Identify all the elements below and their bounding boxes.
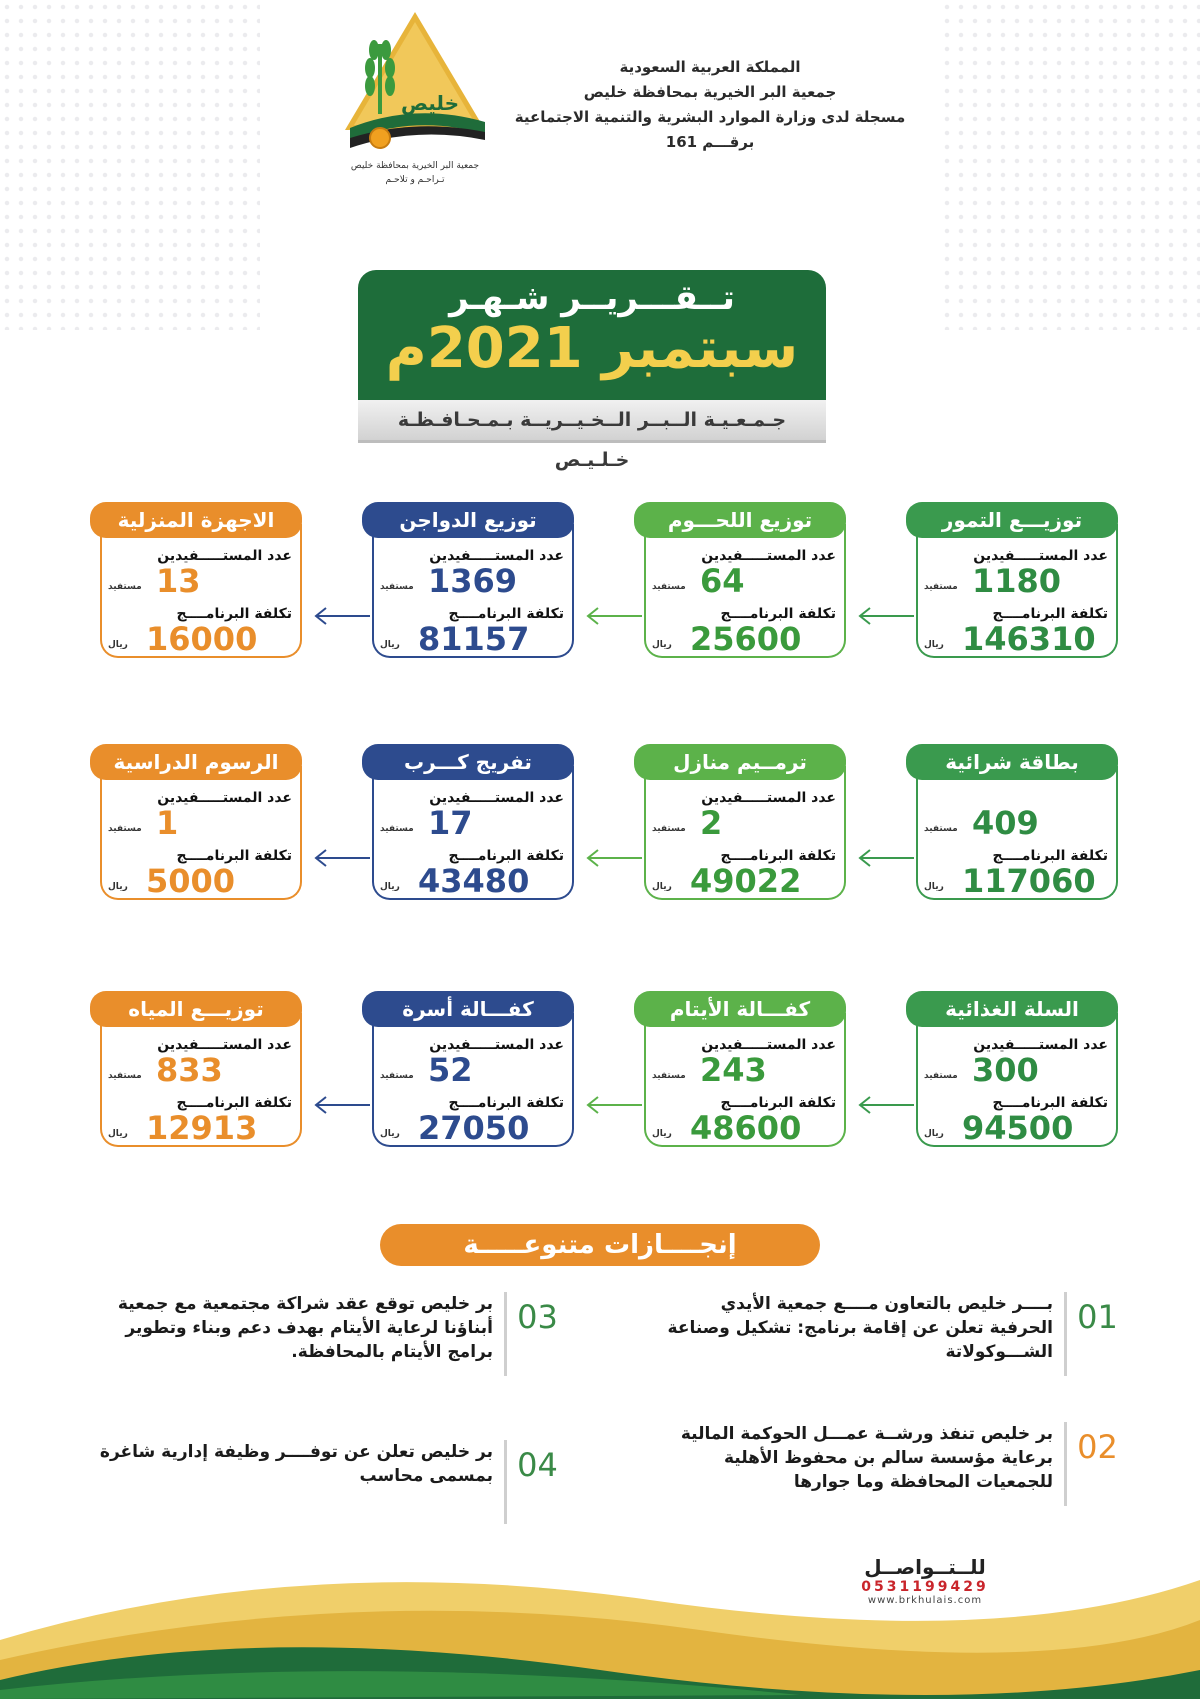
- program-card: [634, 744, 846, 899]
- charity-logo: [340, 10, 490, 190]
- cost-label: تكلفة البرنامــــج: [720, 1095, 836, 1111]
- program-title: كفـــالة الأيتام: [634, 991, 846, 1027]
- country-line: المملكة العربية السعودية: [619, 58, 801, 76]
- contact-website[interactable]: www.brkhulais.com: [867, 1595, 983, 1606]
- report-banner: [358, 270, 826, 471]
- currency-unit: ريال: [924, 882, 944, 892]
- logo-caption: جمعية البر الخيرية بمحافظة خليص: [350, 161, 480, 171]
- organization-info: [490, 55, 930, 155]
- cost-label: تكلفة البرنامــــج: [992, 606, 1108, 622]
- achievement-item: [635, 1292, 1125, 1382]
- beneficiaries-label: عدد المستـــــفيدين: [973, 1037, 1108, 1053]
- achievement-text: بر خليص تعلن عن توفــــر وظيفة إدارية شاغرة بمسمى محاسب: [99, 1442, 493, 1486]
- flow-arrow-icon: [312, 606, 372, 626]
- program-cost: 146310: [962, 620, 1096, 658]
- program-title: توزيـــع المياه: [90, 991, 302, 1027]
- achievement-divider: [1064, 1422, 1067, 1506]
- program-title: توزيـــع التمور: [906, 502, 1118, 538]
- program-title: توزيع اللحـــوم: [634, 502, 846, 538]
- program-title: السلة الغذائية: [906, 991, 1118, 1027]
- beneficiaries-count: 64: [700, 562, 745, 600]
- currency-unit: ريال: [108, 882, 128, 892]
- program-card: [906, 991, 1118, 1146]
- program-cost: 25600: [690, 620, 802, 658]
- beneficiaries-count: 1180: [972, 562, 1062, 600]
- currency-unit: ريال: [924, 1129, 944, 1139]
- beneficiaries-label: عدد المستـــــفيدين: [157, 1037, 292, 1053]
- beneficiaries-count: 52: [428, 1051, 473, 1089]
- beneficiaries-count: 13: [156, 562, 201, 600]
- flow-arrow-icon: [584, 848, 644, 868]
- cost-label: تكلفة البرنامــــج: [176, 606, 292, 622]
- beneficiaries-label: عدد المستـــــفيدين: [701, 1037, 836, 1053]
- beneficiary-unit: مستفيد: [108, 582, 142, 592]
- program-card: [90, 502, 302, 657]
- program-card: [634, 991, 846, 1146]
- registration-number: برقـــم 161: [665, 133, 755, 151]
- beneficiaries-count: 833: [156, 1051, 223, 1089]
- program-card: [906, 744, 1118, 899]
- program-title: الرسوم الدراسية: [90, 744, 302, 780]
- beneficiaries-label: عدد المستـــــفيدين: [157, 790, 292, 806]
- flow-arrow-icon: [312, 1095, 372, 1115]
- currency-unit: ريال: [108, 1129, 128, 1139]
- achievement-divider: [504, 1292, 507, 1376]
- currency-unit: ريال: [652, 882, 672, 892]
- currency-unit: ريال: [380, 640, 400, 650]
- report-label: تــقـــريــر شـهـر: [449, 278, 735, 318]
- beneficiary-unit: مستفيد: [924, 1071, 958, 1081]
- program-title: كفـــالة أسرة: [362, 991, 574, 1027]
- cost-label: تكلفة البرنامــــج: [720, 606, 836, 622]
- currency-unit: ريال: [652, 1129, 672, 1139]
- beneficiary-unit: مستفيد: [380, 1071, 414, 1081]
- report-month: سبتمبر 2021م: [385, 316, 799, 381]
- cost-label: تكلفة البرنامــــج: [992, 1095, 1108, 1111]
- contact-phone[interactable]: 0531199429: [861, 1579, 989, 1595]
- banner-green-panel: [358, 270, 826, 400]
- program-cost: 49022: [690, 862, 802, 900]
- program-cost: 5000: [146, 862, 236, 900]
- dot-pattern-right: [940, 0, 1200, 330]
- achievement-item: [635, 1422, 1125, 1512]
- cost-label: تكلفة البرنامــــج: [176, 1095, 292, 1111]
- beneficiary-unit: مستفيد: [652, 582, 686, 592]
- achievement-number: 03: [517, 1298, 558, 1336]
- beneficiaries-label: عدد المستـــــفيدين: [429, 1037, 564, 1053]
- cost-label: تكلفة البرنامــــج: [992, 848, 1108, 864]
- program-cost: 12913: [146, 1109, 258, 1147]
- program-title: توزيع الدواجن: [362, 502, 574, 538]
- beneficiaries-count: 243: [700, 1051, 767, 1089]
- beneficiary-unit: مستفيد: [380, 582, 414, 592]
- beneficiary-unit: مستفيد: [108, 824, 142, 834]
- cost-label: تكلفة البرنامــــج: [448, 1095, 564, 1111]
- beneficiaries-count: 300: [972, 1051, 1039, 1089]
- achievement-divider: [504, 1440, 507, 1524]
- program-card: [634, 502, 846, 657]
- program-card: [362, 991, 574, 1146]
- cost-label: تكلفة البرنامــــج: [720, 848, 836, 864]
- flow-arrow-icon: [312, 848, 372, 868]
- achievements-title: إنجــــازات متنوعـــــة: [380, 1224, 820, 1266]
- achievement-number: 01: [1077, 1298, 1118, 1336]
- beneficiaries-label: عدد المستـــــفيدين: [157, 548, 292, 564]
- beneficiary-unit: مستفيد: [652, 1071, 686, 1081]
- program-cost: 81157: [418, 620, 530, 658]
- currency-unit: ريال: [652, 640, 672, 650]
- beneficiaries-label: عدد المستـــــفيدين: [429, 790, 564, 806]
- program-card: [362, 744, 574, 899]
- flow-arrow-icon: [856, 606, 916, 626]
- program-cost: 16000: [146, 620, 258, 658]
- beneficiaries-count: 17: [428, 804, 473, 842]
- currency-unit: ريال: [924, 640, 944, 650]
- achievement-item: [75, 1440, 565, 1530]
- beneficiaries-label: عدد المستـــــفيدين: [973, 548, 1108, 564]
- program-card: [362, 502, 574, 657]
- achievement-number: 04: [517, 1446, 558, 1484]
- flow-arrow-icon: [584, 1095, 644, 1115]
- logo-wordmark: خليص: [400, 91, 460, 115]
- program-title: بطاقة شرائية: [906, 744, 1118, 780]
- program-cost: 117060: [962, 862, 1096, 900]
- beneficiary-unit: مستفيد: [652, 824, 686, 834]
- cost-label: تكلفة البرنامــــج: [448, 606, 564, 622]
- program-card: [90, 744, 302, 899]
- program-cost: 48600: [690, 1109, 802, 1147]
- program-card: [906, 502, 1118, 657]
- program-cost: 27050: [418, 1109, 530, 1147]
- currency-unit: ريال: [380, 1129, 400, 1139]
- program-card: [90, 991, 302, 1146]
- beneficiaries-count: 2: [700, 804, 723, 842]
- program-cost: 94500: [962, 1109, 1074, 1147]
- achievement-text: بر خليص توقع عقد شراكة مجتمعية مع جمعية أبناؤنا لرعاية الأيتام بهدف دعم وبناء وتطوير برامج الأيتام بالمحافظة.: [117, 1294, 493, 1362]
- cost-label: تكلفة البرنامــــج: [176, 848, 292, 864]
- achievement-text: بــــر خليص بالتعاون مــــع جمعية الأيدي الحرفية تعلن عن إقامة برنامج: تشكيل وصناعة الشـــوكولاتة: [667, 1294, 1053, 1362]
- beneficiaries-count: 1: [156, 804, 179, 842]
- currency-unit: ريال: [380, 882, 400, 892]
- beneficiaries-label: عدد المستـــــفيدين: [701, 548, 836, 564]
- beneficiaries-count: 1369: [428, 562, 518, 600]
- beneficiaries-label: عدد المستـــــفيدين: [429, 548, 564, 564]
- achievement-text: بر خليص تنفذ ورشــة عمـــل الحوكمة المالية برعاية مؤسسة سالم بن محفوظ الأهلية للجمعيات المحافظة وما جوارها: [680, 1424, 1053, 1492]
- program-title: الاجهزة المنزلية: [90, 502, 302, 538]
- beneficiary-unit: مستفيد: [924, 824, 958, 834]
- program-title: ترمــيم منازل: [634, 744, 846, 780]
- flow-arrow-icon: [856, 1095, 916, 1115]
- beneficiary-unit: مستفيد: [924, 582, 958, 592]
- program-title: تفريج كـــرب: [362, 744, 574, 780]
- contact-label: للــتــواصــل: [864, 1555, 986, 1579]
- flow-arrow-icon: [856, 848, 916, 868]
- achievement-divider: [1064, 1292, 1067, 1376]
- beneficiaries-label: عدد المستـــــفيدين: [701, 790, 836, 806]
- beneficiaries-count: 409: [972, 804, 1039, 842]
- beneficiary-unit: مستفيد: [380, 824, 414, 834]
- beneficiary-unit: مستفيد: [108, 1071, 142, 1081]
- dot-pattern-left: [0, 0, 260, 330]
- flow-arrow-icon: [584, 606, 644, 626]
- achievement-item: [75, 1292, 565, 1382]
- cost-label: تكلفة البرنامــــج: [448, 848, 564, 864]
- logo-slogan: تـراحـم و تلاحـم: [385, 175, 445, 185]
- registration-line: مسجلة لدى وزارة الموارد البشرية والتنمية الاجتماعية: [514, 108, 906, 126]
- program-cost: 43480: [418, 862, 530, 900]
- banner-subtitle: جـمـعـيـة الــبــر الــخـيــريــة بـمـحـافـظـة خـلـيـص: [358, 400, 826, 443]
- org-name-line: جمعية البر الخيرية بمحافظة خليص: [583, 83, 837, 101]
- achievement-number: 02: [1077, 1428, 1118, 1466]
- currency-unit: ريال: [108, 640, 128, 650]
- footer-waves: [0, 1520, 1200, 1699]
